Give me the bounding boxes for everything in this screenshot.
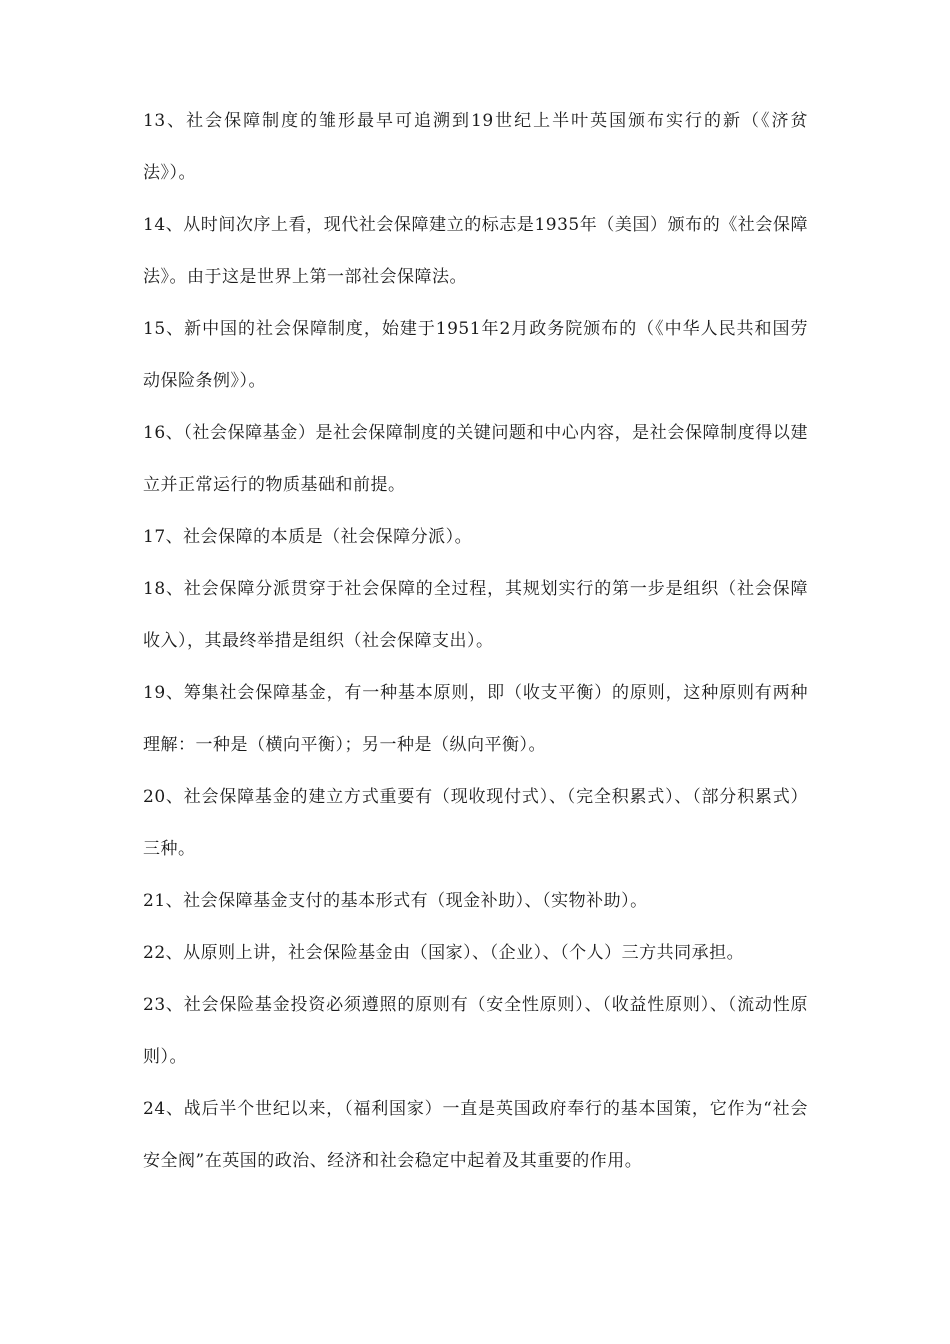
- list-item-15: 15、新中国的社会保障制度，始建于1951年2月政务院颁布的（《中华人民共和国劳动保险条例》）。: [143, 319, 808, 391]
- list-item-17: 17、社会保障的本质是（社会保障分派）。: [143, 527, 473, 547]
- list-item-22: 22、从原则上讲，社会保险基金由（国家）、（企业）、（个人）三方共同承担。: [143, 943, 745, 963]
- list-item-19: 19、筹集社会保障基金，有一种基本原则，即（收支平衡）的原则，这种原则有两种理解：一种是（横向平衡）；另一种是（纵向平衡）。: [143, 683, 808, 755]
- list-item-16: 16、（社会保障基金）是社会保障制度的关键问题和中心内容，是社会保障制度得以建立并正常运行的物质基础和前提。: [143, 423, 808, 495]
- list-item-20: 20、社会保障基金的建立方式重要有（现收现付式）、（完全积累式）、（部分积累式）三种。: [143, 787, 808, 859]
- list-item-18: 18、社会保障分派贯穿于社会保障的全过程，其规划实行的第一步是组织（社会保障收入），其最终举措是组织（社会保障支出）。: [143, 579, 808, 651]
- list-item-24: 24、战后半个世纪以来，（福利国家）一直是英国政府奉行的基本国策，它作为“社会安全阀”在英国的政治、经济和社会稳定中起着及其重要的作用。: [143, 1099, 808, 1171]
- list-item-21: 21、社会保障基金支付的基本形式有（现金补助）、（实物补助）。: [143, 891, 648, 911]
- list-item-14: 14、从时间次序上看，现代社会保障建立的标志是1935年（美国）颁布的《社会保障法》。由于这是世界上第一部社会保障法。: [143, 215, 808, 287]
- list-item-23: 23、社会保险基金投资必须遵照的原则有（安全性原则）、（收益性原则）、（流动性原则）。: [143, 995, 808, 1067]
- list-item-13: 13、社会保障制度的雏形最早可追溯到19世纪上半叶英国颁布实行的新（《济贫法》）。: [143, 111, 808, 183]
- document-body: [143, 95, 808, 1187]
